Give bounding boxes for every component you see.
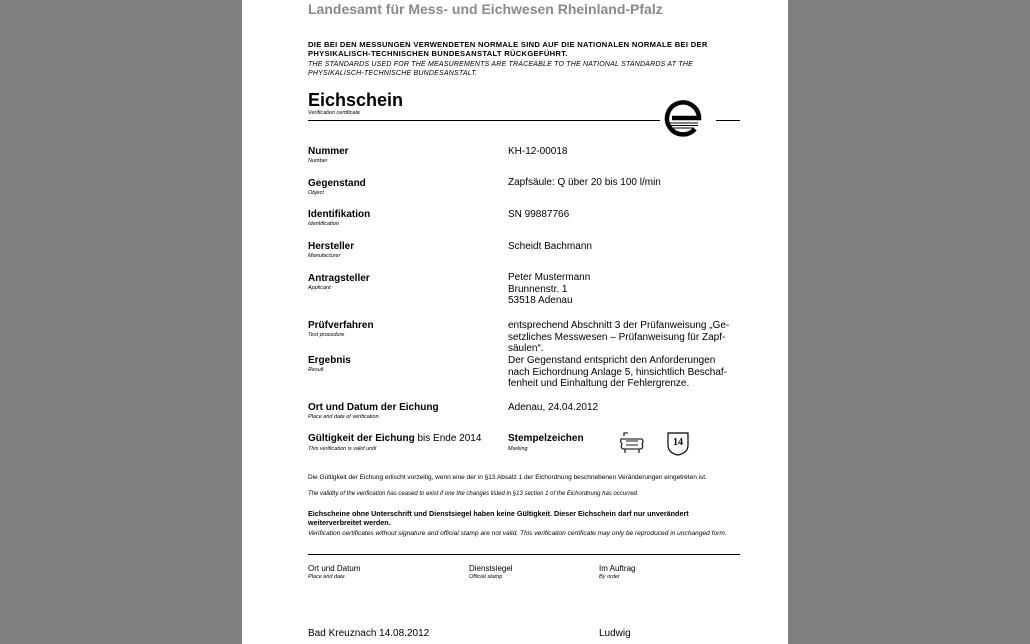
value-line: Der Gegenstand entspricht den Anforderungen — [508, 355, 716, 366]
value-line: Peter Mustermann — [508, 272, 591, 283]
value-line: fenheit und Einhaltung der Fehlergrenze. — [508, 378, 690, 389]
field-sublabel: Applicant — [308, 285, 331, 291]
signature-note-de: Eichscheine ohne Unterschrift und Dienstsiegel haben keine Gültigkeit. Dieser Eichschein darf nur unverändert weiterverbreitet werden. — [308, 509, 689, 527]
certificate-title: Eichschein — [308, 90, 404, 110]
value-line: 53518 Adenau — [508, 295, 573, 306]
field-sublabel: Place and date of verification — [308, 414, 379, 420]
field-value-multiline — [508, 272, 744, 307]
standards-statement-en: THE STANDARDS USED FOR THE MEASUREMENTS ARE TRACEABLE TO THE NATIONAL STANDARDS AT THE PHYSIKALISCH-TECHNISCHE BUNDESANSTALT. — [308, 61, 694, 77]
value-line: entsprechend Abschnitt 3 der Prüfanweisung „Ge- — [508, 320, 730, 331]
field-sublabel: Test procedure — [308, 332, 345, 338]
field-sublabel: Result — [308, 367, 324, 373]
place-date-sublabel: Place and date — [308, 574, 345, 580]
stamp-year: 14 — [673, 437, 683, 448]
validity-label-bold: Gültigkeit der Eichung — [308, 433, 415, 444]
field-label: Prüfverfahren — [308, 320, 374, 331]
marking-sublabel: Marking — [508, 446, 528, 452]
by-order-sublabel: By order — [599, 574, 620, 580]
field-sublabel: Object — [308, 190, 324, 196]
certificate-subtitle: Verification certificate — [308, 110, 361, 116]
field-label: Identifikation — [308, 209, 371, 220]
field-value: Adenau, 24.04.2012 — [508, 402, 599, 413]
validity-sublabel: This verification is valid until — [308, 446, 377, 452]
field-label: Antragsteller — [308, 273, 370, 284]
title-rule — [308, 120, 660, 121]
marking-label: Stempelzeichen — [508, 433, 584, 444]
verification-mark-icon — [619, 432, 645, 454]
official-stamp-sublabel: Official stamp — [469, 574, 503, 580]
value-line: Brunnenstr. 1 — [508, 283, 568, 295]
field-sublabel: Identification — [308, 221, 339, 227]
document-page — [242, 0, 788, 644]
e-mark-icon — [664, 96, 708, 140]
place-date-value: Bad Kreuznach 14.08.2012 — [308, 628, 430, 639]
validity-label-rest: bis Ende 2014 — [414, 433, 482, 444]
year-shield-icon — [666, 430, 690, 456]
field-value-multiline — [508, 355, 744, 390]
field-label: Nummer — [308, 146, 349, 157]
value-line: säulen“. — [508, 343, 544, 354]
authority-name: Landesamt für Mess- und Eichwesen Rheinland-Pfalz — [308, 1, 663, 17]
field-label: Hersteller — [308, 241, 355, 252]
field-value: KH-12-00018 — [508, 146, 568, 157]
field-value: Zapfsäule: Q über 20 bis 100 l/min — [508, 177, 661, 188]
field-value: SN 99887766 — [508, 209, 570, 220]
value-line: nach Eichordnung Anlage 5, hinsichtlich Beschaf- — [508, 366, 728, 378]
by-order-label: Im Auftrag — [599, 564, 636, 573]
signature-rule — [308, 554, 740, 555]
signer-name: Ludwig — [599, 628, 631, 639]
field-sublabel: Number — [308, 158, 328, 164]
standards-statement-de: DIE BEI DEN MESSUNGEN VERWENDETEN NORMALE SIND AUF DIE NATIONALEN NORMALE BEI DER PHYSIKALISCH-TECHNISCHEN BUNDESANSTALT RÜCKGEFÜHRT. — [308, 40, 708, 58]
field-value: Scheidt Bachmann — [508, 241, 592, 252]
field-label: Ergebnis — [308, 355, 351, 366]
signature-note-en: Verification certificates without signature and official stamp are not valid. This verification certificate may only be reproduced in unchanged form. — [308, 530, 727, 537]
place-date-label: Ort und Datum — [308, 564, 361, 573]
field-sublabel: Manufacturer — [308, 253, 341, 259]
expiry-note-en: The validity of the verification has ceased to exist if one the changes listed in §13 section 1 of the Eichordnung has occurred. — [308, 491, 639, 497]
field-label: Ort und Datum der Eichung — [308, 402, 439, 413]
value-line: setzliches Messwesen – Prüfanweisung für Zapf- — [508, 331, 726, 343]
validity-label — [308, 433, 481, 444]
title-rule-end — [716, 120, 740, 121]
expiry-note-de: Die Gültigkeit der Eichung erlischt vorzeitig, wenn eine der in §13 Absatz 1 der Eichordnung beschriebenen Veränderungen eingetreten ist. — [308, 474, 707, 481]
field-label: Gegenstand — [308, 178, 366, 189]
official-stamp-label: Dienstsiegel — [469, 564, 513, 573]
field-value-multiline — [508, 320, 744, 355]
